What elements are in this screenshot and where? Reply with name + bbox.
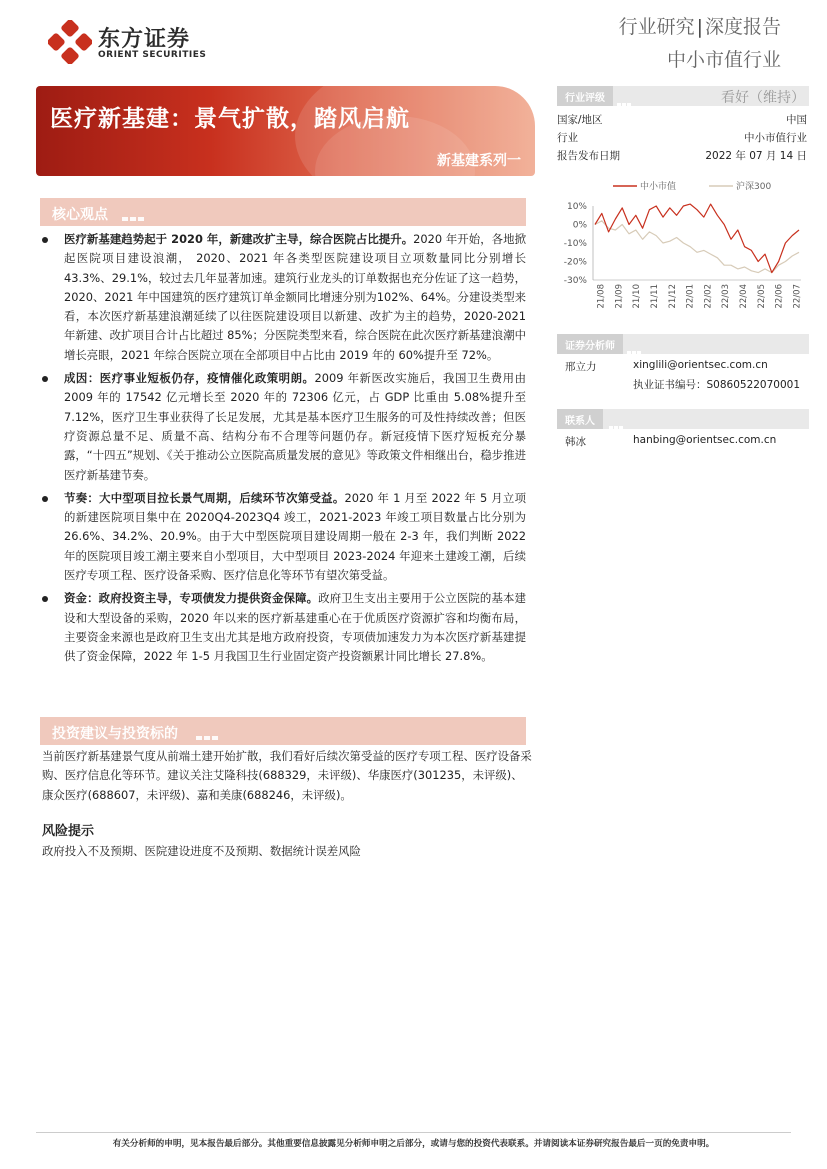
info-value: 2022 年 07 月 14 日 xyxy=(705,150,807,162)
report-category: 行业研究 xyxy=(618,16,695,38)
report-header xyxy=(619,12,781,72)
info-key: 行业 xyxy=(557,132,578,144)
logo-cn: 东方证券 xyxy=(98,27,191,52)
bullet-body: 2009 年新医改实施后，我国卫生费用由 2009 年的 17542 亿元增长至 2020 年的 72306 亿元，占 GDP 比重由 5.08%提升至 7.12%，医疗卫生事业获得了长足发展，尤其是基本医疗卫生服务的可及性持续改善；但医疗资源总量不足、质量不高、结构分布不合理等问题仍存。新冠疫情下医疗短板充分暴露，“十四五”规划、《关于推动公立医院高质量发展的意见》等政策文件相继出台，稳步推进医疗新基建节奏。 xyxy=(64,371,526,482)
bullet-body: 2020 年 1 月至 2022 年 5 月立项的新建医院项目集中在 2020Q4-2023Q4 竣工，2021-2023 年竣工项目数量占比分别为 26.6%、34.2%、20.9%。由于大中型医院项目建设周期一般在 2-3 年，我们判断 2022 年的医院项目竣工潮主要来自小型项目，大中型项目 2023-2024 年迎来土建竣工潮，后续医疗专项工程、医疗设备采购、医疗信息化等环节有望次第受益。 xyxy=(64,490,526,583)
analyst-bar xyxy=(557,334,809,354)
section-core-title: 核心观点 xyxy=(52,207,108,223)
decor-dots-icon xyxy=(617,96,632,109)
company-logo xyxy=(48,20,228,64)
bullet-lead: 医疗新基建趋势起于 2020 年，新建改扩主导，综合医院占比提升。 xyxy=(64,232,414,246)
info-value: 中小市值行业 xyxy=(744,132,807,144)
bullet-lead: 成因：医疗事业短板仍存，疫情催化政策明朗。 xyxy=(64,371,315,386)
analyst-label: 证券分析师 xyxy=(557,334,623,354)
section-invest-header xyxy=(40,717,526,745)
logo-en: ORIENT SECURITIES xyxy=(98,50,207,60)
y-tick-label: 0% xyxy=(572,220,587,231)
y-tick-label: -30% xyxy=(563,276,587,286)
rating-bar xyxy=(557,86,809,106)
bullet-body: 2020 年开始，各地掀起医院项目建设浪潮， 2020、2021 年各类型医院建设项目立项数量同比分别增长 43.3%、29.1%，较过去几年显著加速。建筑行业龙头的订单数据也充分佐证了这一趋势，2020、2021 年中国建筑的医疗建筑订单金额同比增速分别为102%、64%。分建设类型来看，本次医疗新基建浪潮延续了以往医院建设项目以新建、改扩为主的趋势，2020-2021 年新建、改扩项目合计占比超过 85%；分医院类型来看，综合医院在此次医疗新基建浪潮中增长亮眼，2021 年综合医院立项在全部项目中占比由 2019 年的 60%提升至 72%。 xyxy=(64,232,526,362)
contact-bar xyxy=(557,409,809,429)
risk-title: 风险提示 xyxy=(42,824,95,839)
x-tick-label: 21/08 xyxy=(596,284,607,309)
x-tick-label: 22/02 xyxy=(703,284,714,309)
x-tick-label: 21/12 xyxy=(667,284,678,309)
footer-divider xyxy=(36,1132,791,1133)
x-tick-label: 22/01 xyxy=(685,284,696,309)
section-core-header xyxy=(40,198,526,226)
report-series: 新基建系列一 xyxy=(437,153,521,169)
y-tick-label: -20% xyxy=(563,257,587,268)
risk-text: 政府投入不及预期、医院建设进度不及预期、数据统计误差风险 xyxy=(42,844,361,858)
contact-name: 韩冰 xyxy=(565,436,586,448)
bullet-body: 政府卫生支出主要用于公立医院的基本建设和大型设备的采购，2020 年以来的医疗新基建重心在于优质医疗资源扩容和均衡布局，主要资金来源也是政府卫生支出尤其是地方政府投资，专项债加速发力为本次医疗新基建提供了资金保障，2022 年 1-5 月我国卫生行业固定资产投资额累计同比增长 27.8%。 xyxy=(64,591,526,664)
info-key: 国家/地区 xyxy=(557,114,603,126)
invest-text: 当前医疗新基建景气度从前端土建开始扩散，我们看好后续次第受益的医疗专项工程、医疗设备采购、医疗信息化等环节。建议关注艾隆科技(688329，未评级)、华康医疗(301235，未评级)、康众医疗(688607，未评级)、嘉和美康(688246，未评级)。 xyxy=(42,749,532,802)
y-tick-label: 10% xyxy=(566,202,587,212)
section-invest-title: 投资建议与投资标的 xyxy=(52,726,178,742)
info-key: 报告发布日期 xyxy=(557,150,620,162)
y-tick-label: -10% xyxy=(563,239,587,249)
x-tick-label: 22/05 xyxy=(756,284,767,309)
bullet-cause xyxy=(42,369,526,485)
logo-mark-icon xyxy=(48,20,92,64)
analyst-email[interactable]: xinglili@orientsec.com.cn xyxy=(633,359,768,371)
performance-chart xyxy=(557,176,809,326)
info-value: 中国 xyxy=(786,114,807,126)
bullet-rhythm xyxy=(42,489,526,585)
rating-value: 看好（维持） xyxy=(721,90,805,106)
report-industry: 中小市值行业 xyxy=(666,49,781,71)
x-tick-label: 22/06 xyxy=(774,284,785,309)
x-tick-label: 21/10 xyxy=(632,284,643,309)
decor-dots-icon xyxy=(609,419,624,432)
legend-label: 沪深300 xyxy=(736,182,772,192)
title-banner xyxy=(36,86,535,176)
footer-disclaimer: 有关分析师的申明，见本报告最后部分。其他重要信息披露见分析师申明之后部分，或请与您的投资代表联系。并请阅读本证券研究报告最后一页的免责申明。 xyxy=(112,1139,715,1149)
bullet-funding xyxy=(42,589,526,666)
bullet-lead: 资金：政府投资主导，专项债发力提供资金保障。 xyxy=(64,591,319,606)
decor-dots-icon xyxy=(196,730,220,735)
x-tick-label: 22/03 xyxy=(721,284,732,309)
bullet-trend xyxy=(42,230,526,365)
x-tick-label: 21/09 xyxy=(614,284,625,309)
x-tick-label: 22/04 xyxy=(739,284,750,309)
analyst-name: 邢立力 xyxy=(565,361,597,373)
analyst-cert: 执业证书编号：S0860522070001 xyxy=(633,379,801,391)
core-bullets xyxy=(42,230,526,667)
report-type: 深度报告 xyxy=(704,16,781,38)
report-title: 医疗新基建：景气扩散，踏风启航 xyxy=(50,106,410,132)
decor-dots-icon xyxy=(122,211,146,216)
contact-label: 联系人 xyxy=(557,409,603,429)
contact-email[interactable]: hanbing@orientsec.com.cn xyxy=(633,434,777,446)
header-separator: | xyxy=(696,16,703,38)
x-tick-label: 22/07 xyxy=(792,284,803,309)
x-tick-label: 21/11 xyxy=(649,284,660,309)
bullet-lead: 节奏：大中型项目拉长景气周期，后续环节次第受益。 xyxy=(64,490,345,505)
rating-box xyxy=(557,86,809,106)
series-line xyxy=(595,204,799,273)
decor-dots-icon xyxy=(627,344,642,357)
legend-label: 中小市值 xyxy=(640,182,677,192)
rating-label: 行业评级 xyxy=(557,86,613,106)
